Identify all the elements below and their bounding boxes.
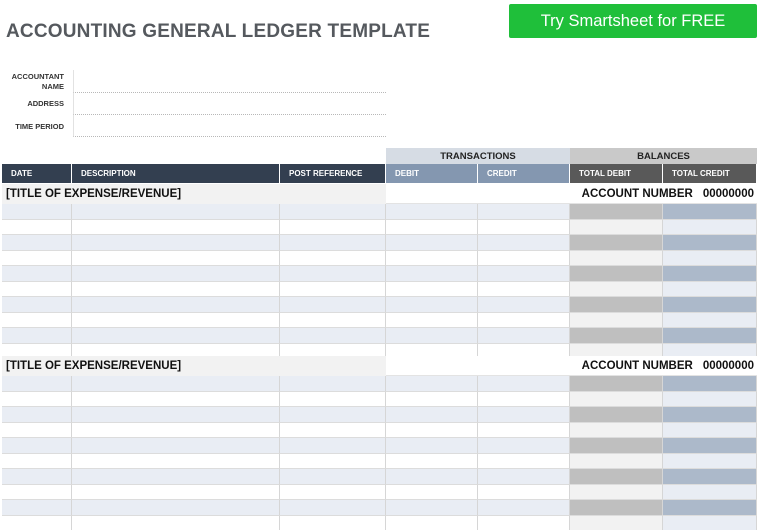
ledger-cell-post-reference[interactable]: [280, 235, 386, 251]
ledger-cell-date[interactable]: [2, 454, 72, 470]
ledger-cell-post-reference[interactable]: [280, 297, 386, 313]
ledger-cell-debit[interactable]: [386, 313, 478, 329]
ledger-cell-total-credit[interactable]: [663, 376, 757, 392]
ledger-cell-total-debit[interactable]: [570, 516, 663, 530]
ledger-cell-credit[interactable]: [478, 235, 570, 251]
ledger-cell-credit[interactable]: [478, 454, 570, 470]
ledger-cell-credit[interactable]: [478, 392, 570, 408]
ledger-cell-total-debit[interactable]: [570, 282, 663, 298]
ledger-cell-description[interactable]: [72, 485, 280, 501]
ledger-cell-date[interactable]: [2, 313, 72, 329]
ledger-cell-credit[interactable]: [478, 328, 570, 344]
section-title[interactable]: [TITLE OF EXPENSE/REVENUE]: [2, 356, 386, 376]
ledger-cell-debit[interactable]: [386, 282, 478, 298]
ledger-cell-total-credit[interactable]: [663, 423, 757, 439]
ledger-cell-date[interactable]: [2, 500, 72, 516]
ledger-cell-credit[interactable]: [478, 485, 570, 501]
ledger-cell-debit[interactable]: [386, 297, 478, 313]
ledger-cell-date[interactable]: [2, 235, 72, 251]
ledger-cell-post-reference[interactable]: [280, 423, 386, 439]
ledger-cell-description[interactable]: [72, 376, 280, 392]
ledger-cell-description[interactable]: [72, 297, 280, 313]
ledger-cell-debit[interactable]: [386, 485, 478, 501]
ledger-cell-date[interactable]: [2, 220, 72, 236]
column-header-date: DATE: [2, 164, 72, 183]
ledger-cell-debit[interactable]: [386, 407, 478, 423]
ledger-cell-total-debit[interactable]: [570, 376, 663, 392]
ledger-cell-total-credit[interactable]: [663, 469, 757, 485]
ledger-cell-post-reference[interactable]: [280, 485, 386, 501]
ledger-cell-debit[interactable]: [386, 220, 478, 236]
time-period-label: TIME PERIOD: [15, 122, 64, 131]
ledger-cell-total-credit[interactable]: [663, 266, 757, 282]
ledger-cell-total-credit[interactable]: [663, 251, 757, 267]
account-number-cell[interactable]: [560, 356, 757, 376]
ledger-cell-total-credit[interactable]: [663, 407, 757, 423]
ledger-cell-description[interactable]: [72, 469, 280, 485]
ledger-cell-credit[interactable]: [478, 282, 570, 298]
ledger-cell-post-reference[interactable]: [280, 328, 386, 344]
column-header-credit: CREDIT: [478, 164, 570, 183]
ledger-cell-credit[interactable]: [478, 376, 570, 392]
ledger-cell-credit[interactable]: [478, 220, 570, 236]
ledger-cell-credit[interactable]: [478, 313, 570, 329]
ledger-cell-credit[interactable]: [478, 251, 570, 267]
column-header-post-reference: POST REFERENCE: [280, 164, 386, 183]
ledger-cell-date[interactable]: [2, 282, 72, 298]
ledger-cell-total-credit[interactable]: [663, 282, 757, 298]
ledger-cell-description[interactable]: [72, 220, 280, 236]
ledger-cell-total-debit[interactable]: [570, 454, 663, 470]
ledger-cell-credit[interactable]: [478, 297, 570, 313]
ledger-cell-date[interactable]: [2, 469, 72, 485]
ledger-cell-total-credit[interactable]: [663, 297, 757, 313]
ledger-cell-total-debit[interactable]: [570, 266, 663, 282]
account-number-value[interactable]: 00000000: [702, 360, 754, 372]
ledger-cell-date[interactable]: [2, 266, 72, 282]
ledger-cell-credit[interactable]: [478, 266, 570, 282]
ledger-cell-description[interactable]: [72, 423, 280, 439]
ledger-cell-description[interactable]: [72, 204, 280, 220]
address-label: ADDRESS: [27, 99, 64, 108]
ledger-cell-description[interactable]: [72, 454, 280, 470]
ledger-cell-debit[interactable]: [386, 454, 478, 470]
balances-group-header: BALANCES: [570, 148, 757, 164]
column-header-total-debit: TOTAL DEBIT: [570, 164, 663, 183]
ledger-cell-credit[interactable]: [478, 500, 570, 516]
ledger-cell-post-reference[interactable]: [280, 251, 386, 267]
account-number-value[interactable]: 00000000: [702, 188, 754, 200]
account-number-cell[interactable]: [560, 184, 757, 204]
ledger-cell-credit[interactable]: [478, 423, 570, 439]
accountant-name-label: ACCOUNTANT NAME: [11, 72, 64, 91]
column-header-debit: DEBIT: [386, 164, 478, 183]
ledger-cell-debit[interactable]: [386, 500, 478, 516]
ledger-cell-credit[interactable]: [478, 516, 570, 530]
ledger-cell-date[interactable]: [2, 438, 72, 454]
ledger-cell-total-credit[interactable]: [663, 454, 757, 470]
try-smartsheet-button[interactable]: Try Smartsheet for FREE: [509, 4, 757, 38]
ledger-cell-debit[interactable]: [386, 204, 478, 220]
account-number-label: ACCOUNT NUMBER: [581, 360, 693, 372]
ledger-cell-total-debit[interactable]: [570, 220, 663, 236]
ledger-cell-debit[interactable]: [386, 328, 478, 344]
ledger-cell-date[interactable]: [2, 251, 72, 267]
ledger-cell-description[interactable]: [72, 282, 280, 298]
ledger-cell-total-debit[interactable]: [570, 469, 663, 485]
ledger-cell-post-reference[interactable]: [280, 438, 386, 454]
ledger-cell-debit[interactable]: [386, 423, 478, 439]
ledger-cell-date[interactable]: [2, 392, 72, 408]
ledger-cell-post-reference[interactable]: [280, 454, 386, 470]
ledger-cell-description[interactable]: [72, 251, 280, 267]
ledger-cell-post-reference[interactable]: [280, 282, 386, 298]
ledger-cell-post-reference[interactable]: [280, 392, 386, 408]
ledger-cell-total-debit[interactable]: [570, 204, 663, 220]
ledger-cell-date[interactable]: [2, 376, 72, 392]
ledger-cell-total-debit[interactable]: [570, 438, 663, 454]
ledger-cell-date[interactable]: [2, 516, 72, 530]
ledger-cell-debit[interactable]: [386, 469, 478, 485]
ledger-cell-description[interactable]: [72, 392, 280, 408]
ledger-cell-credit[interactable]: [478, 204, 570, 220]
ledger-cell-total-debit[interactable]: [570, 313, 663, 329]
page-title: ACCOUNTING GENERAL LEDGER TEMPLATE: [6, 21, 431, 42]
ledger-cell-post-reference[interactable]: [280, 500, 386, 516]
ledger-cell-post-reference[interactable]: [280, 204, 386, 220]
ledger-cell-description[interactable]: [72, 438, 280, 454]
ledger-cell-total-debit[interactable]: [570, 423, 663, 439]
ledger-cell-total-debit[interactable]: [570, 407, 663, 423]
ledger-cell-date[interactable]: [2, 485, 72, 501]
ledger-cell-date[interactable]: [2, 204, 72, 220]
ledger-cell-post-reference[interactable]: [280, 313, 386, 329]
section-title[interactable]: [TITLE OF EXPENSE/REVENUE]: [2, 184, 386, 204]
ledger-cell-description[interactable]: [72, 313, 280, 329]
ledger-cell-description[interactable]: [72, 516, 280, 530]
ledger-cell-debit[interactable]: [386, 251, 478, 267]
ledger-cell-debit[interactable]: [386, 376, 478, 392]
ledger-cell-total-credit[interactable]: [663, 235, 757, 251]
ledger-cell-total-debit[interactable]: [570, 500, 663, 516]
ledger-cell-debit[interactable]: [386, 516, 478, 530]
ledger-cell-date[interactable]: [2, 423, 72, 439]
ledger-cell-total-credit[interactable]: [663, 220, 757, 236]
ledger-cell-total-debit[interactable]: [570, 485, 663, 501]
ledger-cell-credit[interactable]: [478, 438, 570, 454]
ledger-cell-total-credit[interactable]: [663, 516, 757, 530]
ledger-cell-total-debit[interactable]: [570, 392, 663, 408]
ledger-cell-description[interactable]: [72, 407, 280, 423]
ledger-cell-date[interactable]: [2, 297, 72, 313]
ledger-cell-debit[interactable]: [386, 438, 478, 454]
ledger-cell-total-debit[interactable]: [570, 297, 663, 313]
ledger-cell-credit[interactable]: [478, 407, 570, 423]
ledger-cell-date[interactable]: [2, 328, 72, 344]
ledger-cell-total-credit[interactable]: [663, 328, 757, 344]
ledger-cell-post-reference[interactable]: [280, 407, 386, 423]
ledger-cell-total-debit[interactable]: [570, 235, 663, 251]
column-header-total-credit: TOTAL CREDIT: [663, 164, 757, 183]
transactions-group-header: TRANSACTIONS: [386, 148, 570, 164]
column-header-description: DESCRIPTION: [72, 164, 280, 183]
ledger-cell-total-credit[interactable]: [663, 313, 757, 329]
ledger-cell-total-credit[interactable]: [663, 485, 757, 501]
ledger-cell-description[interactable]: [72, 328, 280, 344]
ledger-cell-description[interactable]: [72, 266, 280, 282]
account-number-label: ACCOUNT NUMBER: [581, 188, 693, 200]
ledger-cell-total-debit[interactable]: [570, 328, 663, 344]
ledger-cell-credit[interactable]: [478, 469, 570, 485]
ledger-cell-total-credit[interactable]: [663, 500, 757, 516]
ledger-cell-description[interactable]: [72, 500, 280, 516]
ledger-cell-post-reference[interactable]: [280, 516, 386, 530]
ledger-cell-debit[interactable]: [386, 235, 478, 251]
ledger-cell-debit[interactable]: [386, 392, 478, 408]
ledger-cell-total-credit[interactable]: [663, 204, 757, 220]
ledger-cell-total-credit[interactable]: [663, 392, 757, 408]
ledger-cell-date[interactable]: [2, 407, 72, 423]
ledger-cell-description[interactable]: [72, 235, 280, 251]
ledger-cell-post-reference[interactable]: [280, 469, 386, 485]
ledger-cell-debit[interactable]: [386, 266, 478, 282]
ledger-cell-total-credit[interactable]: [663, 438, 757, 454]
ledger-cell-post-reference[interactable]: [280, 220, 386, 236]
ledger-cell-total-debit[interactable]: [570, 251, 663, 267]
ledger-cell-post-reference[interactable]: [280, 266, 386, 282]
ledger-cell-post-reference[interactable]: [280, 376, 386, 392]
